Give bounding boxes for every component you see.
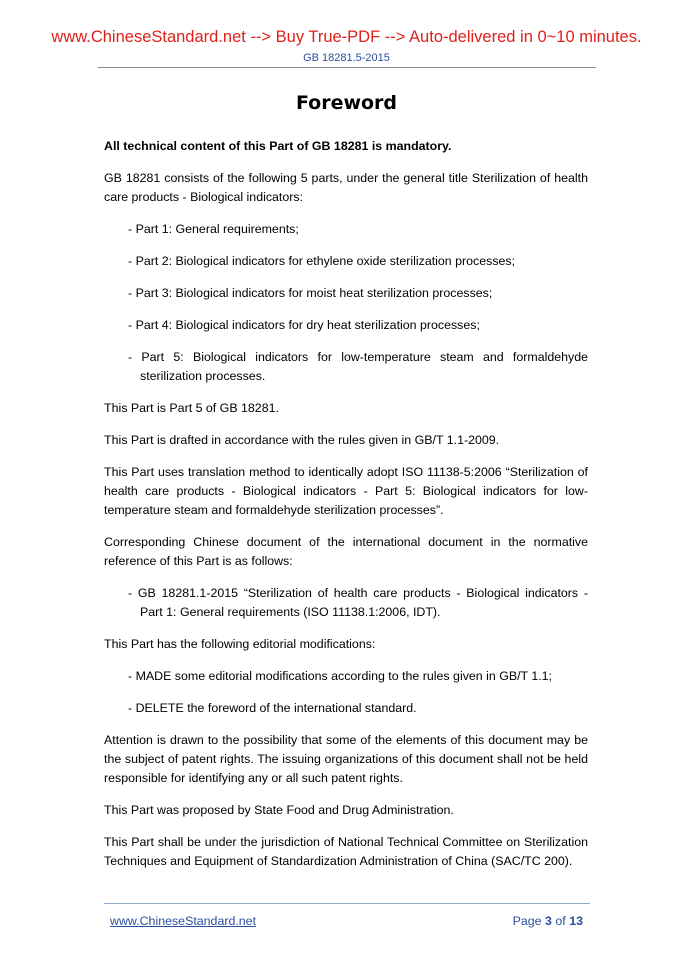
- page-label: Page: [512, 914, 542, 928]
- paragraph-patent-notice: Attention is drawn to the possibility that some of the elements of this document may be the subject of patent rights. The issuing organizations of this document shall not be held responsible for identifying any or all such patent rights.: [104, 733, 588, 785]
- paragraph-part-number: This Part is Part 5 of GB 18281.: [104, 401, 279, 415]
- list-item-part-4: - Part 4: Biological indicators for dry heat sterilization processes;: [128, 318, 480, 332]
- paragraph-parts-intro: GB 18281 consists of the following 5 parts, under the general title Sterilization of health care products - Biological indicators:: [104, 171, 588, 204]
- list-item-modification-2: - DELETE the foreword of the international standard.: [128, 701, 417, 715]
- footer-site-link[interactable]: www.ChineseStandard.net: [110, 914, 257, 928]
- paragraph-drafting-rules: This Part is drafted in accordance with the rules given in GB/T 1.1-2009.: [104, 433, 500, 447]
- page-of: of: [555, 914, 566, 928]
- list-item-part-2: - Part 2: Biological indicators for ethylene oxide sterilization processes;: [128, 254, 516, 268]
- promo-banner-link[interactable]: www.ChineseStandard.net --> Buy True-PDF --> Auto-delivered in 0~10 minutes.: [51, 28, 642, 46]
- document-body: [104, 137, 588, 884]
- footer-divider: [104, 903, 590, 904]
- header-divider: [98, 67, 596, 68]
- mandatory-statement: All technical content of this Part of GB 18281 is mandatory.: [104, 139, 452, 153]
- paragraph-editorial-intro: This Part has the following editorial modifications:: [104, 637, 376, 651]
- page-total: 13: [569, 914, 583, 928]
- paragraph-translation-method: This Part uses translation method to identically adopt ISO 11138-5:2006 “Sterilization of health care products - Biological indicators - Part 5: Biological indicators for low-temperature steam and formaldehyde sterilization processes”.: [104, 465, 588, 517]
- standard-id: GB 18281.5-2015: [303, 52, 390, 64]
- list-item-part-1: - Part 1: General requirements;: [128, 222, 299, 236]
- page-title: Foreword: [295, 92, 398, 114]
- paragraph-proposed-by: This Part was proposed by State Food and Drug Administration.: [104, 803, 454, 817]
- page-current: 3: [545, 914, 552, 928]
- page-indicator: [513, 914, 583, 928]
- paragraph-normative-reference: Corresponding Chinese document of the international document in the normative reference of this Part is as follows:: [104, 535, 588, 568]
- list-item-part-5: - Part 5: Biological indicators for low-temperature steam and formaldehyde sterilization processes.: [128, 350, 588, 383]
- list-item-reference: - GB 18281.1-2015 “Sterilization of health care products - Biological indicators - Part 1: General requirements (ISO 11138.1:2006, IDT).: [128, 586, 588, 619]
- list-item-part-3: - Part 3: Biological indicators for moist heat sterilization processes;: [128, 286, 493, 300]
- list-item-modification-1: - MADE some editorial modifications according to the rules given in GB/T 1.1;: [128, 669, 552, 683]
- paragraph-jurisdiction: This Part shall be under the jurisdiction of National Technical Committee on Sterilization Techniques and Equipment of Standardization Administration of China (SAC/TC 200).: [104, 835, 588, 868]
